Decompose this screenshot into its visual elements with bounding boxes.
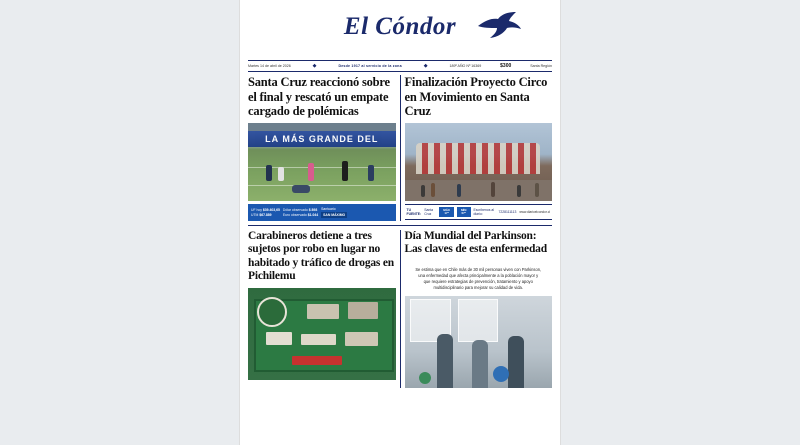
dolar-value: $ 898	[308, 207, 318, 212]
player-figure	[308, 163, 314, 181]
player-figure	[266, 165, 272, 181]
sports-headline: Santa Cruz reaccionó sobre el final y rescató un empate cargado de polémicas	[248, 75, 390, 118]
masthead-tagline: Desde 1917 al servicio de la zona	[338, 64, 402, 68]
condor-bird-icon	[476, 10, 522, 40]
uf-value: $39.403,65	[262, 207, 280, 212]
football-match-photo	[248, 123, 396, 201]
sponsor-tag: TU FUENTE:	[406, 207, 422, 216]
evidence-item	[307, 304, 339, 319]
cover-price: $300	[500, 63, 512, 69]
contact-value: 7228111113	[498, 209, 517, 214]
masthead-rule-bottom	[248, 71, 552, 72]
issue-date: Martes 14 de abril de 2026	[248, 64, 291, 68]
top-story-grid	[240, 75, 560, 221]
masthead-meta	[240, 61, 560, 69]
circus-ground	[405, 180, 553, 200]
evidence-item	[345, 332, 377, 347]
contact-label: Escríbenos al diario:	[473, 207, 495, 216]
police-headline: Carabineros detiene a tres sujetos por robo en lugar no habitado y tráfico de drogas en Pichilemu	[248, 229, 394, 282]
crowd-figure	[457, 184, 461, 197]
crowd-figure	[421, 185, 425, 197]
weather-max-badge: MÁX 17º	[439, 207, 454, 218]
exercise-ball	[419, 372, 431, 384]
player-figure	[368, 165, 374, 181]
room-window	[458, 299, 498, 341]
evidence-item	[348, 302, 378, 319]
bottom-story-grid	[240, 230, 560, 388]
exercise-ball	[493, 366, 509, 382]
weather-city: Santuario	[321, 206, 336, 211]
crowd-figure	[535, 183, 539, 197]
section-divider	[248, 225, 552, 226]
currency-block	[283, 207, 318, 218]
exercise-participant	[437, 334, 453, 388]
exercise-participant	[472, 340, 488, 388]
evidence-item	[266, 332, 293, 345]
region-label: Santa Región	[530, 64, 552, 68]
health-lede: Se estima que en Chile más de 30 mil personas viven con Parkinson, una enfermedad que afecta principalmente a la población mayor y que requiere estrategias de prevención, tratamiento y apoyo multidisciplinario para mejorar su calidad de vida.	[415, 266, 542, 290]
carabineros-logo-icon	[257, 297, 287, 327]
crowd-figure	[431, 183, 435, 197]
dolar-label: Dólar observado	[282, 207, 308, 212]
euro-label: Euro observado	[282, 212, 307, 217]
weather-value: SAN MÁXIMO	[323, 212, 346, 217]
uf-label: UF hoy	[251, 207, 262, 212]
sponsor-strip	[405, 204, 553, 221]
sponsor-name: Santa Cruz	[424, 207, 434, 216]
newspaper-title: El Cóndor	[343, 13, 457, 40]
player-figure	[278, 167, 284, 181]
bullet-icon: ◆	[312, 63, 317, 69]
stadium-stand	[248, 123, 396, 131]
circus-headline: Finalización Proyecto Circo en Movimiento en Santa Cruz	[404, 75, 548, 118]
evidence-label-red	[292, 356, 342, 365]
bullet-icon-2: ◆	[423, 63, 428, 69]
finance-strip	[248, 204, 396, 221]
health-headline: Día Mundial del Parkinson: Las claves de esta enfermedad	[404, 229, 547, 255]
player-figure	[342, 161, 348, 181]
circus-article[interactable]	[405, 75, 553, 221]
evidence-item	[301, 334, 336, 345]
euro-value: $1.044	[307, 212, 319, 217]
pitch-line-2	[248, 185, 396, 186]
masthead	[240, 0, 560, 58]
weather-block	[321, 207, 347, 218]
health-article[interactable]	[405, 230, 553, 388]
edition-number: 189º AÑO Nº 16369	[449, 64, 482, 68]
website-url[interactable]: www.diarioelcondor.cl	[519, 209, 550, 214]
utm-value: $67.889	[259, 212, 272, 217]
police-article[interactable]	[248, 230, 401, 388]
crowd-figure	[491, 182, 495, 197]
stadium-banner-text: LA MÁS GRANDE DEL	[248, 131, 396, 147]
newspaper-front-page	[240, 0, 560, 445]
crowd-figure	[517, 185, 521, 197]
weather-min-badge: MÍN 07º	[457, 207, 471, 218]
exercise-participant	[508, 336, 524, 388]
parkinson-exercise-photo	[405, 296, 553, 388]
sports-article[interactable]	[248, 75, 401, 221]
uf-utm-block	[251, 207, 280, 218]
seized-goods-photo	[248, 288, 396, 380]
circus-tent-shape	[416, 143, 540, 174]
player-figure-ground	[292, 185, 310, 193]
utm-label: UTM	[251, 212, 259, 217]
circus-tent-photo	[405, 123, 553, 201]
